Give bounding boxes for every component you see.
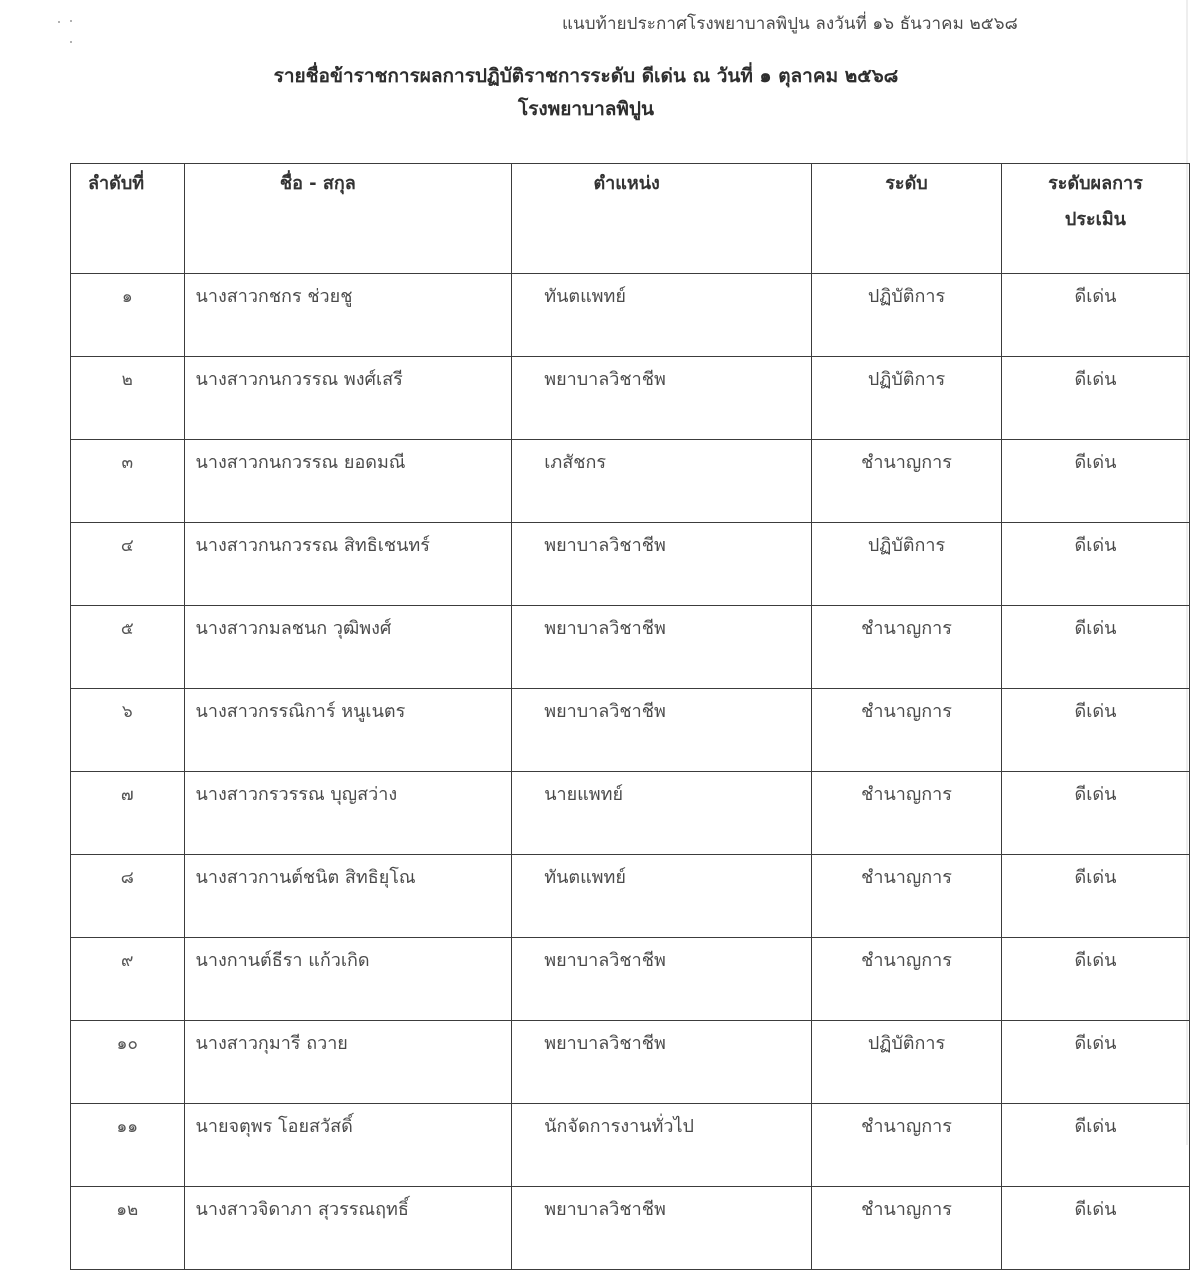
cell-name: นายจตุพร โอยสวัสดิ์ [184, 1104, 512, 1187]
cell-name: นางสาวกรรณิการ์ หนูเนตร [184, 689, 512, 772]
cell-no: ๑๐ [71, 1021, 185, 1104]
table-row [71, 1104, 1190, 1187]
cell-level: ชำนาญการ [812, 938, 1002, 1021]
cell-position: เภสัชกร [512, 440, 812, 523]
cell-no: ๗ [71, 772, 185, 855]
cell-name: นางสาวกชกร ช่วยชู [184, 274, 512, 357]
table-row [71, 938, 1190, 1021]
cell-evaluation: ดีเด่น [1001, 357, 1189, 440]
cell-no: ๒ [71, 357, 185, 440]
cell-evaluation: ดีเด่น [1001, 606, 1189, 689]
cell-name: นางสาวกนกวรรณ พงศ์เสรี [184, 357, 512, 440]
scan-artifact-dot [58, 21, 60, 23]
cell-position: ทันตแพทย์ [512, 855, 812, 938]
cell-name: นางสาวกนกวรรณ ยอดมณี [184, 440, 512, 523]
cell-level: ชำนาญการ [812, 1187, 1002, 1270]
cell-evaluation: ดีเด่น [1001, 440, 1189, 523]
table-row [71, 772, 1190, 855]
cell-name: นางสาวกมลชนก วุฒิพงศ์ [184, 606, 512, 689]
cell-level: ชำนาญการ [812, 440, 1002, 523]
table-row [71, 689, 1190, 772]
table-row [71, 1021, 1190, 1104]
header-evaluation-line-1: ระดับผลการ [1048, 173, 1143, 194]
cell-no: ๑ [71, 274, 185, 357]
table-row [71, 1187, 1190, 1270]
cell-level: ชำนาญการ [812, 772, 1002, 855]
cell-level: ชำนาญการ [812, 606, 1002, 689]
document-title [0, 60, 1172, 126]
title-line-2: โรงพยาบาลพิปูน [518, 98, 654, 120]
cell-name: นางกานต์ธีรา แก้วเกิด [184, 938, 512, 1021]
cell-position: พยาบาลวิชาชีพ [512, 523, 812, 606]
scan-artifact-dot [70, 20, 72, 22]
cell-no: ๔ [71, 523, 185, 606]
header-evaluation [1001, 164, 1189, 274]
cell-level: ชำนาญการ [812, 855, 1002, 938]
header-evaluation-line-2: ประเมิน [1064, 209, 1126, 230]
cell-name: นางสาวกรวรรณ บุญสว่าง [184, 772, 512, 855]
awardees-table-container [70, 163, 1190, 1270]
cell-name: นางสาวกนกวรรณ สิทธิเชนทร์ [184, 523, 512, 606]
cell-position: ทันตแพทย์ [512, 274, 812, 357]
cell-evaluation: ดีเด่น [1001, 772, 1189, 855]
annex-note: แนบท้ายประกาศโรงพยาบาลพิปูน ลงวันที่ ๑๖ ธันวาคม ๒๕๖๘ [562, 14, 1018, 34]
cell-level: ปฏิบัติการ [812, 523, 1002, 606]
table-row [71, 855, 1190, 938]
cell-no: ๑๒ [71, 1187, 185, 1270]
cell-evaluation: ดีเด่น [1001, 523, 1189, 606]
scan-artifact-dot [70, 41, 72, 43]
cell-position: พยาบาลวิชาชีพ [512, 606, 812, 689]
cell-no: ๙ [71, 938, 185, 1021]
cell-level: ชำนาญการ [812, 1104, 1002, 1187]
cell-no: ๖ [71, 689, 185, 772]
cell-no: ๓ [71, 440, 185, 523]
cell-level: ปฏิบัติการ [812, 357, 1002, 440]
header-level: ระดับ [812, 164, 1002, 274]
table-row [71, 357, 1190, 440]
cell-evaluation: ดีเด่น [1001, 689, 1189, 772]
cell-position: นักจัดการงานทั่วไป [512, 1104, 812, 1187]
cell-position: นายแพทย์ [512, 772, 812, 855]
cell-position: พยาบาลวิชาชีพ [512, 357, 812, 440]
header-name: ชื่อ - สกุล [184, 164, 512, 274]
header-no: ลำดับที่ [71, 164, 185, 274]
cell-position: พยาบาลวิชาชีพ [512, 1021, 812, 1104]
cell-level: ปฏิบัติการ [812, 274, 1002, 357]
table-row [71, 274, 1190, 357]
cell-position: พยาบาลวิชาชีพ [512, 938, 812, 1021]
cell-no: ๕ [71, 606, 185, 689]
cell-no: ๑๑ [71, 1104, 185, 1187]
cell-level: ชำนาญการ [812, 689, 1002, 772]
cell-evaluation: ดีเด่น [1001, 855, 1189, 938]
table-row [71, 606, 1190, 689]
cell-evaluation: ดีเด่น [1001, 1021, 1189, 1104]
cell-evaluation: ดีเด่น [1001, 938, 1189, 1021]
title-line-1: รายชื่อข้าราชการผลการปฏิบัติราชการระดับ ดีเด่น ณ วันที่ ๑ ตุลาคม ๒๕๖๘ [273, 65, 899, 87]
cell-position: พยาบาลวิชาชีพ [512, 1187, 812, 1270]
cell-name: นางสาวจิดาภา สุวรรณฤทธิ์ [184, 1187, 512, 1270]
header-position: ตำแหน่ง [512, 164, 812, 274]
cell-evaluation: ดีเด่น [1001, 274, 1189, 357]
cell-name: นางสาวกานต์ชนิต สิทธิยุโณ [184, 855, 512, 938]
cell-position: พยาบาลวิชาชีพ [512, 689, 812, 772]
cell-level: ปฏิบัติการ [812, 1021, 1002, 1104]
table-row [71, 440, 1190, 523]
cell-evaluation: ดีเด่น [1001, 1104, 1189, 1187]
cell-no: ๘ [71, 855, 185, 938]
table-header-row [71, 164, 1190, 274]
table-row [71, 523, 1190, 606]
awardees-table [70, 163, 1190, 1270]
cell-evaluation: ดีเด่น [1001, 1187, 1189, 1270]
cell-name: นางสาวกุมารี ถวาย [184, 1021, 512, 1104]
